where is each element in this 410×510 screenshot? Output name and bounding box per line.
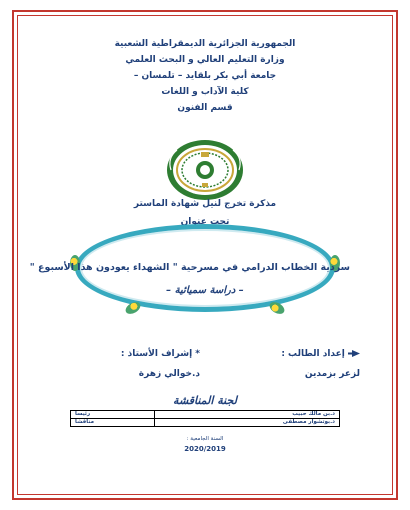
thesis-subtitle: – دراسة سميائية – [166, 285, 244, 296]
arrow-icon [348, 350, 360, 357]
jury-member-name: د.بوتشوار مصطفى [155, 419, 340, 427]
academic-year-label: السنة الجامعية : [186, 436, 224, 442]
student-name: لزعر بزمدين [304, 369, 360, 379]
department-line: قسم الفنون [177, 103, 233, 113]
table-row [71, 411, 340, 419]
memo-label: مذكرة تخرج لنيل شهادة الماستر [133, 199, 277, 209]
jury-heading: لجنة المناقشة [173, 394, 237, 407]
thesis-title: سردية الخطاب الدرامي في مسرحية " الشهداء يعودون هذا الأسبوع " [29, 262, 350, 273]
table-row [71, 419, 340, 427]
republic-line: الجمهورية الجزائرية الديمقراطية الشعبية [114, 39, 296, 49]
jury-member-role: مناقشا [71, 419, 155, 427]
supervisor-label: * إشراف الأستاذ : [120, 349, 200, 359]
supervisor-name: د.خوالي زهرة [138, 369, 200, 379]
jury-member-role: رئيسا [71, 411, 155, 419]
university-emblem-icon [165, 138, 245, 202]
under-title-label: تحت عنوان [180, 217, 230, 227]
student-label-row [210, 349, 360, 359]
student-label: إعداد الطالب : [281, 349, 345, 359]
jury-table [70, 410, 340, 427]
academic-year-value: 2020/2019 [184, 445, 226, 453]
university-line: جامعة أبي بكر بلقايد – تلمسان – [133, 71, 277, 81]
institution-header [0, 36, 410, 116]
jury-member-name: د.بن مالك حبيب [155, 411, 340, 419]
faculty-line: كلية الآداب و اللغات [161, 87, 249, 97]
ministry-line: وزارة التعليم العالي و البحث العلمي [125, 55, 285, 65]
